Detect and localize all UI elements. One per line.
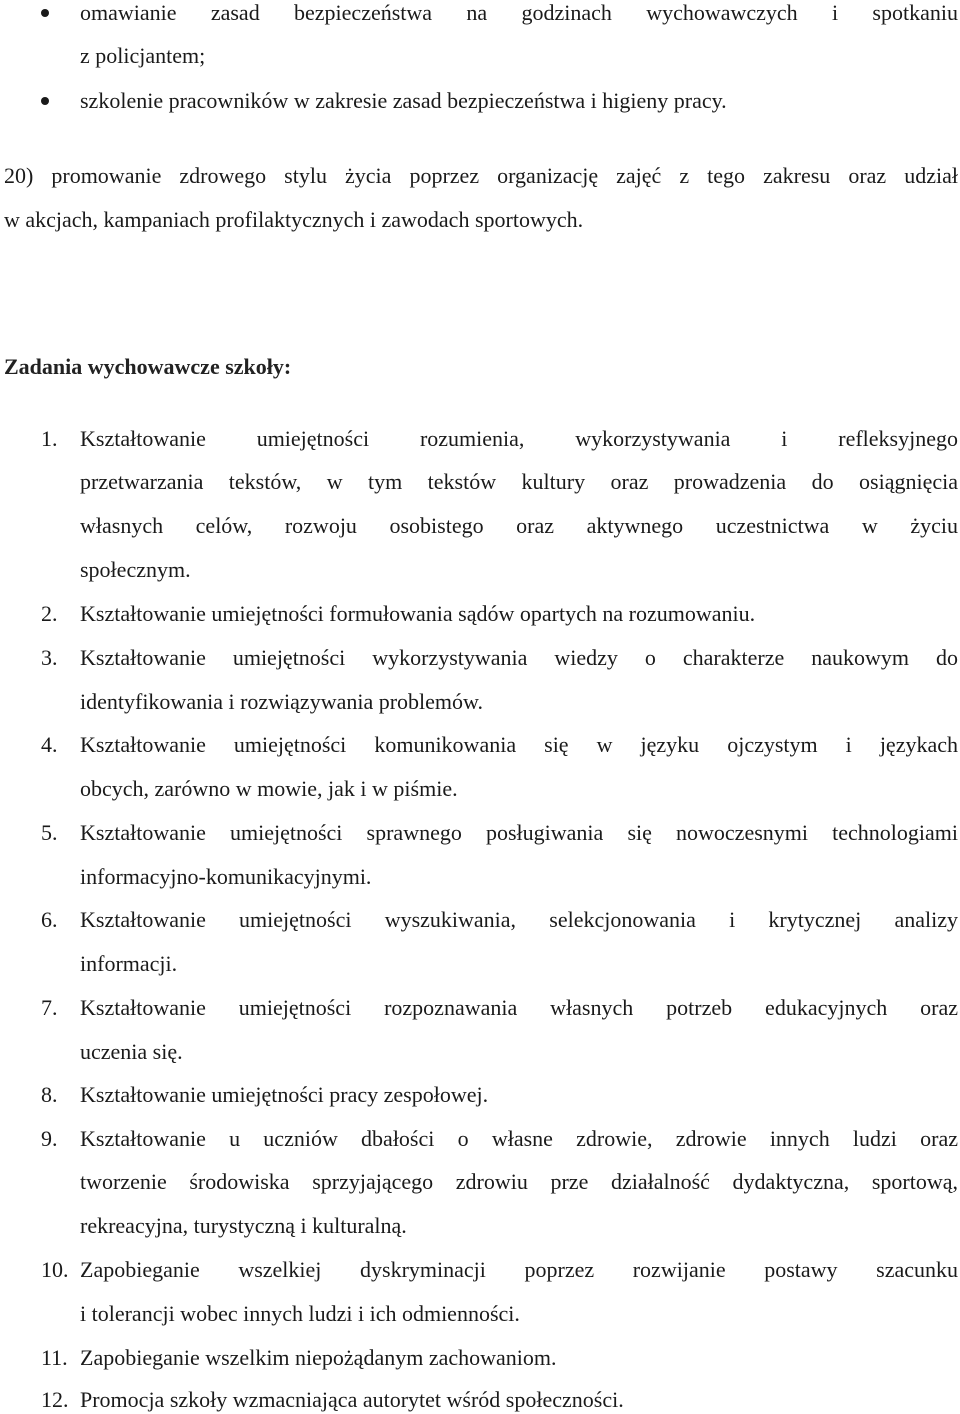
list-item-line: Kształtowanie u uczniów dbałości o własne zdrowie, zdrowie innych ludzi oraz [80, 1126, 958, 1151]
list-item-line: Kształtowanie umiejętności wyszukiwania, selekcjonowania i krytycznej analizy [80, 907, 958, 932]
list-item-line: Zapobieganie wszelkim niepożądanym zachowaniom. [80, 1345, 557, 1370]
list-item-line: tworzenie środowiska sprzyjającego zdrowiu prze działalność dydaktyczna, sportową, [80, 1169, 958, 1194]
list-item-number: 11. [41, 1345, 68, 1370]
list-item-line: uczenia się. [80, 1039, 183, 1064]
bullet-line: z policjantem; [80, 43, 206, 68]
section-heading: Zadania wychowawcze szkoły: [4, 354, 292, 379]
bullet-icon [41, 97, 49, 105]
list-item-line: informacji. [80, 951, 178, 976]
list-item-line: rekreacyjna, turystyczną i kulturalną. [80, 1213, 407, 1238]
paragraph-line: 20) promowanie zdrowego stylu życia poprzez organizację zajęć z tego zakresu oraz udział [4, 163, 958, 188]
list-item-line: Kształtowanie umiejętności rozumienia, wykorzystywania i refleksyjnego [80, 426, 958, 451]
list-item-line: i tolerancji wobec innych ludzi i ich odmienności. [80, 1301, 520, 1326]
paragraph-line: w akcjach, kampaniach profilaktycznych i zawodach sportowych. [4, 207, 584, 232]
list-item-line: społecznym. [80, 557, 191, 582]
list-item-line: Kształtowanie umiejętności formułowania sądów opartych na rozumowaniu. [80, 601, 756, 626]
list-item-line: Kształtowanie umiejętności wykorzystywania wiedzy o charakterze naukowym do [80, 645, 958, 670]
list-item-line: informacyjno-komunikacyjnymi. [80, 864, 372, 889]
list-item-line: Kształtowanie umiejętności sprawnego posługiwania się nowoczesnymi technologiami [80, 820, 958, 845]
list-item-number: 8. [41, 1082, 58, 1107]
list-item-line: Promocja szkoły wzmacniająca autorytet wśród społeczności. [80, 1387, 624, 1412]
list-item-number: 9. [41, 1126, 58, 1151]
list-item-number: 5. [41, 820, 58, 845]
list-item-number: 10. [41, 1257, 69, 1282]
list-item-number: 1. [41, 426, 58, 451]
list-item-line: własnych celów, rozwoju osobistego oraz aktywnego uczestnictwa w życiu [80, 513, 958, 538]
list-item-number: 12. [41, 1387, 69, 1412]
bullet-line: szkolenie pracowników w zakresie zasad bezpieczeństwa i higieny pracy. [80, 88, 727, 113]
list-item-number: 3. [41, 645, 58, 670]
list-item-number: 7. [41, 995, 58, 1020]
list-item-line: przetwarzania tekstów, w tym tekstów kultury oraz prowadzenia do osiągnięcia [80, 469, 958, 494]
bullet-icon [41, 9, 49, 17]
list-item-line: Kształtowanie umiejętności rozpoznawania własnych potrzeb edukacyjnych oraz [80, 995, 958, 1020]
list-item-line: obcych, zarówno w mowie, jak i w piśmie. [80, 776, 458, 801]
list-item-number: 2. [41, 601, 58, 626]
list-item-line: Zapobieganie wszelkiej dyskryminacji poprzez rozwijanie postawy szacunku [80, 1257, 958, 1282]
list-item-line: Kształtowanie umiejętności pracy zespołowej. [80, 1082, 489, 1107]
list-item-line: identyfikowania i rozwiązywania problemów. [80, 689, 483, 714]
list-item-number: 4. [41, 732, 58, 757]
list-item-number: 6. [41, 907, 58, 932]
list-item-line: Kształtowanie umiejętności komunikowania się w języku ojczystym i językach [80, 732, 958, 757]
bullet-line: omawianie zasad bezpieczeństwa na godzinach wychowawczych i spotkaniu [80, 0, 958, 25]
